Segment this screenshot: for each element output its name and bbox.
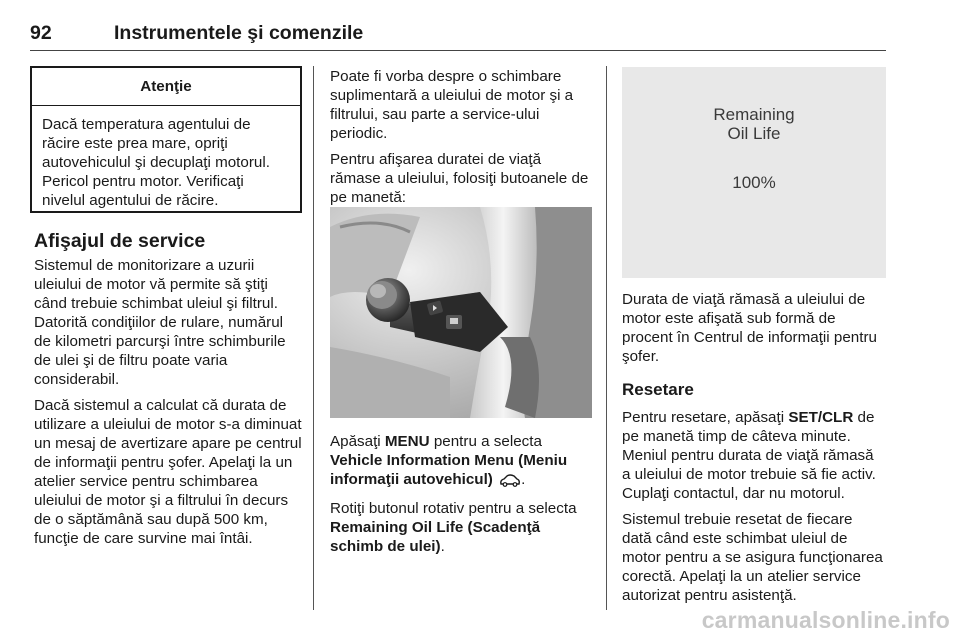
reset-post: de pe manetă timp de câteva minute. Meniul pentru durata de viaţă rămasă a uleiului de motor trebuie să fie activ. Cuplaţi contactul, dar nu motorul.: [622, 409, 876, 502]
middle-text-top: [330, 67, 592, 214]
right-paragraph-1: Durata de viaţă rămasă a uleiului de motor este afişată sub formă de procent în Centrul de informaţii pentru şofer.: [622, 291, 877, 365]
watermark: carmanualsonline.info: [701, 607, 950, 633]
middle-paragraph-2: Pentru afişarea duratei de viaţă rămase a uleiului, folosiţi butoanele de pe manetă:: [330, 151, 589, 206]
right-text: [622, 290, 886, 612]
remaining-oil-life-label: Remaining Oil Life (Scadenţă schimb de ulei): [330, 519, 541, 555]
press-end: .: [521, 471, 526, 488]
press-instruction: [330, 432, 592, 492]
car-icon: [499, 473, 521, 492]
right-paragraph-3: Sistemul trebuie resetat de fiecare dată când este schimbat uleiul de motor pentru a se asigura funcţionarea corectă. Apelaţi la un atelier service autorizat pentru asistenţă.: [622, 511, 883, 604]
reset-paragraph: [622, 408, 886, 503]
vehicle-info-menu-label: Vehicle Information Menu (Meniu informaţii autovehicul): [330, 452, 568, 488]
display-line-1: Remaining: [713, 105, 795, 124]
page-title: Instrumentele şi comenzile: [114, 22, 364, 44]
column-divider-1: [313, 66, 314, 610]
set-clr-button-label: SET/CLR: [788, 409, 854, 426]
press-mid: pentru a selecta: [429, 433, 542, 450]
stalk-illustration: [330, 207, 592, 418]
rotate-end: .: [440, 538, 445, 555]
oil-life-display: [622, 67, 886, 278]
service-paragraph-2: Dacă sistemul a calculat că durata de utilizare a uleiului de motor s-a diminuat un mesaj de avertizare apare pe centrul de informaţii pentru şofer. Apelaţi la un atelier service pentru schimbarea uleiului de motor şi a filtrului în decurs de o săptămână sau după 500 km, funcţie de care survine mai întâi.: [34, 397, 302, 547]
stalk-photo: [330, 207, 592, 418]
press-pre: Apăsaţi: [330, 433, 385, 450]
service-section: [34, 230, 304, 555]
header-rule: [30, 50, 886, 51]
service-heading: Afişajul de service: [34, 230, 206, 252]
page-number: 92: [30, 22, 52, 44]
reset-heading: Resetare: [622, 380, 694, 399]
column-divider-2: [606, 66, 607, 610]
warning-title: Atenţie: [32, 68, 300, 106]
rotate-instruction: [330, 499, 592, 556]
menu-button-label: MENU: [384, 433, 430, 450]
display-line-2: Oil Life: [727, 124, 781, 143]
warning-box: [30, 66, 302, 213]
service-paragraph-1: Sistemul de monitorizare a uzurii uleiului de motor vă permite să ştiţi când trebuie schimbat uleiul şi filtrul. Datorită condiţiilor de rulare, numărul de kilometri parcurşi între schimburile de ulei şi de filtru poate varia considerabil.: [34, 257, 286, 388]
rotate-pre: Rotiţi butonul rotativ pentru a selecta: [330, 500, 577, 517]
reset-pre: Pentru resetare, apăsaţi: [622, 409, 789, 426]
warning-body: Dacă temperatura agentului de răcire este prea mare, opriţi autovehiculul şi decuplaţi motorul. Pericol pentru motor. Verificaţi nivelul agentului de răcire.: [42, 116, 270, 209]
display-percent: 100%: [732, 173, 776, 192]
middle-paragraph-1: Poate fi vorba despre o schimbare suplimentară a uleiului de motor şi a filtrului, sau parte a service-ului periodic.: [330, 68, 574, 142]
middle-text-bottom: [330, 432, 592, 563]
